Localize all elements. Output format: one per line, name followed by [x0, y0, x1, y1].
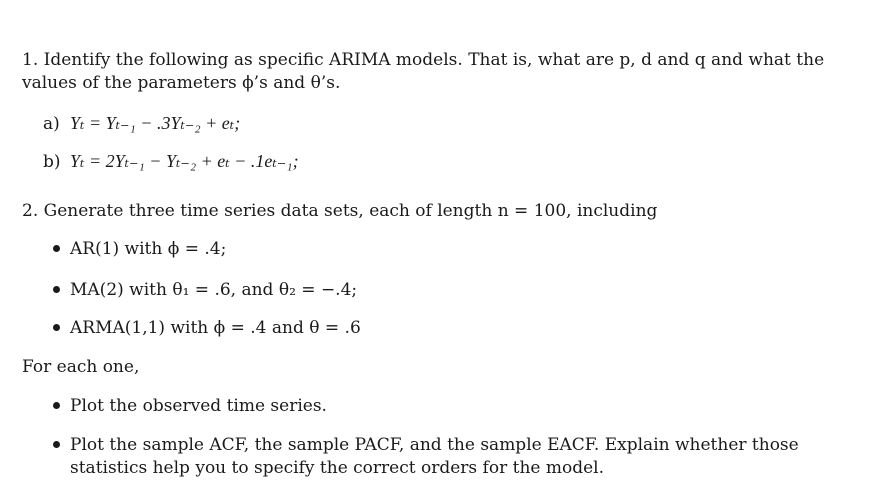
q1-line-2: values of the parameters ϕ’s and θ’s. — [22, 73, 341, 93]
q2-line-1: 2. Generate three time series data sets, each of length n = 100, including — [22, 201, 658, 221]
bullet-icon — [53, 402, 60, 409]
bullet-icon — [53, 286, 60, 293]
q2-task-acf-line-2: statistics help you to specify the correct orders for the model. — [70, 458, 604, 478]
q2-task-plot-series: Plot the observed time series. — [70, 396, 327, 416]
q2-bullet-ar1: AR(1) with ϕ = .4; — [70, 239, 227, 259]
q2-bullet-arma11: ARMA(1,1) with ϕ = .4 and θ = .6 — [70, 318, 361, 338]
bullet-icon — [53, 324, 60, 331]
q1-part-b-label: b) — [43, 152, 61, 172]
q2-for-each: For each one, — [22, 357, 140, 377]
q1-part-b-equation: Yₜ = 2Yₜ₋₁ − Yₜ₋₂ + eₜ − .1eₜ₋₁; — [70, 151, 299, 171]
q1-part-a-label: a) — [43, 114, 60, 134]
bullet-icon — [53, 245, 60, 252]
bullet-icon — [53, 441, 60, 448]
q2-task-acf-line-1: Plot the sample ACF, the sample PACF, and the sample EACF. Explain whether those — [70, 435, 799, 455]
q2-bullet-ma2: MA(2) with θ₁ = .6, and θ₂ = −.4; — [70, 280, 358, 300]
q1-part-a-equation: Yₜ = Yₜ₋₁ − .3Yₜ₋₂ + eₜ; — [70, 113, 241, 133]
q1-line-1: 1. Identify the following as specific ARIMA models. That is, what are p, d and q and what the — [22, 50, 825, 70]
